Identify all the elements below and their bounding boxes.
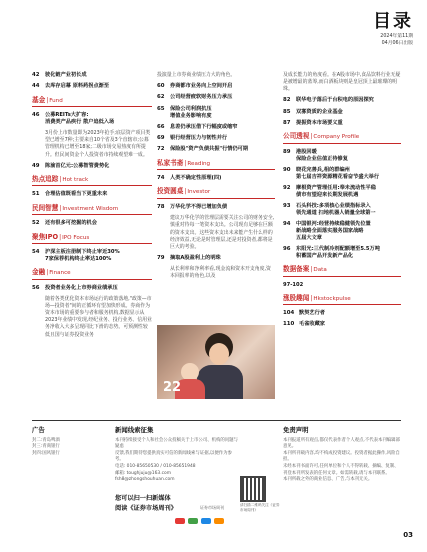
toc-entry[interactable] bbox=[32, 249, 152, 263]
section-subtitle: Data bbox=[313, 266, 327, 273]
page-range: 97-102 bbox=[283, 281, 304, 288]
header bbox=[0, 0, 427, 56]
section-separator: | bbox=[46, 96, 49, 104]
toc-entry[interactable] bbox=[283, 185, 401, 199]
section-title: 私家书斋 bbox=[157, 158, 184, 167]
ad-title: 广告 bbox=[32, 426, 45, 434]
section-title: 公司透视 bbox=[283, 132, 310, 141]
disclaimer-line: 刊登本刊所发表的任何文章。如需转载,请与本刊联系。 bbox=[283, 470, 390, 476]
section-separator: | bbox=[184, 188, 187, 196]
toc-entry[interactable] bbox=[157, 83, 275, 90]
section-separator: | bbox=[310, 265, 313, 273]
page-number: 110 bbox=[283, 321, 295, 328]
section-subtitle: Investment Wisdom bbox=[62, 205, 119, 212]
section-title: 投资圆桌 bbox=[157, 187, 184, 196]
platform-logo-icon[interactable] bbox=[201, 518, 211, 524]
page-number: 104 bbox=[283, 310, 295, 317]
section-title: 热点追踪 bbox=[32, 174, 59, 183]
disclaimer-line: 本刊所刊载内容,均不构成投资建议。投资者据此操作,风险自担。 bbox=[283, 450, 400, 463]
column-2 bbox=[157, 72, 275, 284]
toc-entry[interactable] bbox=[283, 310, 401, 317]
page-number: 60 bbox=[157, 83, 165, 90]
entry-title: 保险公司利润抗压 增值业务影响有度 bbox=[170, 105, 212, 119]
toc-entry[interactable] bbox=[32, 220, 152, 227]
page-number: 85 bbox=[283, 108, 291, 115]
column-1 bbox=[32, 72, 152, 343]
ad-block bbox=[32, 426, 82, 457]
qr-code-icon[interactable] bbox=[240, 476, 266, 502]
section-title: 涨股趣闻 bbox=[283, 293, 310, 302]
page-number: 82 bbox=[283, 97, 291, 104]
entry-title: 保险股"资产负债共振"行情仍可期 bbox=[170, 146, 249, 153]
section-subtitle: Hot track bbox=[62, 176, 89, 183]
page-number: 51 bbox=[32, 191, 40, 198]
entry-title: 双寡资质的企业基金 bbox=[296, 108, 343, 115]
toc-entry[interactable] bbox=[283, 282, 401, 289]
section-subtitle: Company Profile bbox=[313, 134, 360, 141]
platform-logo-icon[interactable] bbox=[214, 518, 224, 524]
entry-title: 东阳光:三代制冷剂配额增至5.5万吨 积蓄国产品开发新产品化 bbox=[296, 245, 380, 259]
entry-title: 人类不确定性原理(四) bbox=[170, 175, 222, 182]
page-number: 66 bbox=[157, 123, 165, 130]
section-header-investor bbox=[157, 187, 275, 199]
entry-title: 提振资本市场要义重 bbox=[296, 119, 343, 126]
section-header-hkstockpulse bbox=[283, 294, 401, 306]
section-separator: | bbox=[184, 159, 187, 167]
page-number: 46 bbox=[32, 112, 40, 119]
page-number-footer: 03 bbox=[403, 530, 413, 539]
entry-title: 默契艺行者 bbox=[299, 310, 325, 317]
entry-title: 晓花完善兵,相的群编州 第七届吉祥资源精花看奋节盛大举行 bbox=[296, 166, 380, 180]
entry-summary: 建议万华化学的管理层需要关注公司的财务安全,慎重对待每一笔资本支出。公司现有足够在巨额的资本支出。这些资本支出未来能产生什么样的经济效益,无论是时管理层,还是对投资者,都将是巨大的考验。 bbox=[170, 215, 275, 250]
news-tip-email[interactable]: 邮箱: toughjuju@163.com bbox=[115, 470, 171, 476]
page-number: 44 bbox=[32, 83, 40, 90]
section-separator: | bbox=[59, 233, 62, 241]
ad-line: 封二:青岛啤酒 bbox=[32, 437, 60, 443]
toc-entry[interactable] bbox=[283, 149, 401, 163]
qr-caption: 请扫描二维码关注《证券市场周刊》 bbox=[240, 503, 280, 512]
toc-entry[interactable] bbox=[157, 94, 275, 101]
page-number: 62 bbox=[157, 94, 165, 101]
section-separator: | bbox=[46, 269, 49, 277]
page-number: 42 bbox=[32, 72, 40, 78]
section-separator: | bbox=[310, 133, 313, 141]
section-header-reading bbox=[157, 159, 275, 171]
toc-entry[interactable] bbox=[157, 106, 275, 120]
entry-title: 去库存启幕 原料药拐点渐至 bbox=[45, 83, 110, 90]
news-tip-line: 反馈,我们期待您提供真实可信的新闻线索与证据,以便作为参考。 bbox=[115, 450, 232, 463]
entry-title: 沪深主板注册制下终止审近30% 7家保荐机构终止率达100% bbox=[45, 249, 120, 263]
disclaimer-line: 本刊所载之外的商业信息、广告,与本刊无关。 bbox=[283, 477, 373, 483]
section-title: 聚焦IPO bbox=[32, 232, 59, 241]
entry-title: 息差仍承压借下行幅度或缩窄 bbox=[170, 123, 238, 130]
toc-entry[interactable] bbox=[283, 221, 401, 242]
page-number: 54 bbox=[32, 249, 40, 256]
entry-title: 券商都市业务向上空间开启 bbox=[170, 83, 233, 90]
section-header-ipo-focus bbox=[32, 233, 152, 245]
section-subtitle: Fund bbox=[49, 97, 63, 104]
photo-face bbox=[209, 343, 229, 365]
toc-entry[interactable] bbox=[283, 97, 401, 104]
page-number: 93 bbox=[283, 202, 291, 209]
toc-entry[interactable] bbox=[283, 321, 401, 328]
section-title: 金融 bbox=[32, 268, 46, 277]
entry-title: 公司经营疲软财务压力承压 bbox=[170, 94, 233, 101]
page-number: 92 bbox=[283, 184, 291, 191]
section-header-data bbox=[283, 265, 401, 277]
section-separator: | bbox=[59, 175, 62, 183]
page-number: 52 bbox=[32, 220, 40, 227]
entry-title: 石头科技:多项核心业绩指标录入 领先通道 扫地机器人销量全球第一 bbox=[296, 202, 376, 216]
entry-title: 驶化链产业初长成 bbox=[45, 72, 87, 78]
page-number: 96 bbox=[283, 245, 291, 252]
entry-title: 万华化学不得已增加负债 bbox=[170, 204, 228, 211]
section-header-hot-track bbox=[32, 175, 152, 187]
disclaimer-line: 本刊报道所有观点,都仅代表作者个人观点,不代表本刊编辑部意见。 bbox=[283, 437, 400, 450]
ad-line: 封三:青商银行 bbox=[32, 444, 60, 450]
entry-title: 陈渝首亿元:公募智管费势化 bbox=[45, 162, 110, 169]
page-number: 89 bbox=[283, 148, 291, 155]
page-number: 74 bbox=[157, 175, 165, 182]
section-separator: | bbox=[59, 204, 62, 212]
entry-title: 银行经营压力与韧性并行 bbox=[170, 135, 228, 142]
toc-entry[interactable] bbox=[32, 83, 152, 90]
disclaimer-block bbox=[283, 426, 403, 484]
toc-entry[interactable] bbox=[157, 146, 275, 153]
toc-entry[interactable] bbox=[157, 124, 275, 131]
platform-logo-icon[interactable] bbox=[188, 518, 198, 524]
page-number: 87 bbox=[283, 119, 291, 126]
page-number: 78 bbox=[157, 204, 165, 211]
disclaimer-line: 未经本刊书面许可,任何单位和个人不得转载、摘编、复制、 bbox=[283, 464, 399, 470]
slogan-line: 您可以扫一扫新媒体 bbox=[115, 495, 171, 502]
entry-title: 中国银河:经营持续稳健领先位置 新战略全面落实服务国家战略 五届大文章 bbox=[296, 220, 371, 241]
section-title: 数据备案 bbox=[283, 264, 310, 273]
section-subtitle: Reading bbox=[187, 160, 211, 167]
toc-entry[interactable] bbox=[283, 167, 401, 181]
toc-entry[interactable] bbox=[32, 191, 152, 198]
toc-entry[interactable] bbox=[32, 72, 152, 79]
section-separator: | bbox=[310, 294, 313, 302]
new-media-slogan bbox=[115, 494, 177, 514]
section-title: 基金 bbox=[32, 95, 46, 104]
section-subtitle: IPO Focus bbox=[62, 234, 90, 241]
entry-title: 毛雀收藏家 bbox=[299, 321, 325, 328]
section-header-fund bbox=[32, 96, 152, 108]
toc-entry[interactable] bbox=[283, 203, 401, 217]
entry-summary: 随着各类优化资本市场运行的政策落地,"政策—市场—投资者"间的正循环有望加快形成。券商作为资本市场的重要参与者和服务机构,数据显示从2023年业绩中发现,经纪业务、投行业务、信用业务净收入大多呈现同比下滑的态势。可预测性较低且国与证券投资业务 bbox=[45, 296, 152, 338]
feature-photo bbox=[157, 325, 275, 399]
page-number: 79 bbox=[157, 254, 165, 261]
platform-logos bbox=[175, 518, 224, 524]
toc-entry[interactable] bbox=[157, 255, 275, 262]
news-tip-line: 本刊持续接受个人和社会公众投稿关于上市公司、机构的问题与疑虑 bbox=[115, 437, 238, 450]
page-number: 49 bbox=[32, 162, 40, 169]
issue-number: 2024年第11期 bbox=[380, 34, 413, 39]
entry-summary: 3月份上市数量即为2023年抢手;底层资产项目类型已增至7种;主要来自10个省及3个直辖市;公募管理机构已增至18家;二级市场交易热度有所提升。但民间资金个人投资者市持续观望难一成。 bbox=[45, 130, 151, 158]
section-subtitle: Hkstockpulse bbox=[313, 295, 351, 302]
wechat-account: 证券市场周刊 bbox=[200, 505, 224, 510]
column-3 bbox=[283, 72, 401, 333]
section-title: 民间智慧 bbox=[32, 203, 59, 212]
toc-entry[interactable] bbox=[283, 109, 401, 116]
toc-entry[interactable] bbox=[157, 135, 275, 142]
section-header-finance bbox=[32, 268, 152, 280]
ad-line: 封四:国风银行 bbox=[32, 450, 60, 456]
photo-page-number: 22 bbox=[163, 380, 182, 396]
toc-entry[interactable] bbox=[157, 175, 275, 182]
toc-entry[interactable] bbox=[283, 120, 401, 127]
toc-entry[interactable] bbox=[283, 246, 401, 260]
page-number: 90 bbox=[283, 166, 291, 173]
section-subtitle: Finance bbox=[49, 270, 71, 277]
news-tip-phone: 电话: 010-85650530 / 010-85651948 bbox=[115, 464, 196, 470]
entry-title: 公募REITs大扩容: 消费类产品疾行 散户追低入场 bbox=[45, 112, 115, 126]
issue-info bbox=[380, 34, 413, 47]
page-number: 69 bbox=[157, 135, 165, 142]
entry-title: 投资者业务化上市券商业绩承压 bbox=[45, 284, 118, 291]
toc-entry[interactable] bbox=[32, 112, 152, 126]
entry-title: 联华电子落后于台积电的原因探究 bbox=[296, 97, 374, 104]
continued-text: 投演量上市券商业绩压力大的角色。 bbox=[157, 72, 236, 78]
section-header-company-profile bbox=[283, 132, 401, 144]
toc-entry[interactable] bbox=[32, 163, 152, 170]
disclaimer-title: 免责声明 bbox=[283, 426, 309, 434]
page-number: 72 bbox=[157, 146, 165, 153]
news-tip-title: 新闻线索征集 bbox=[115, 426, 154, 434]
entry-title: 港股回暖 保险企业估值正待修复 bbox=[296, 148, 348, 162]
news-tip-block bbox=[115, 426, 240, 484]
page-number: 94 bbox=[283, 220, 291, 227]
news-tip-email[interactable]: fsh8@zhongshouhuan.com bbox=[115, 477, 175, 483]
entry-summary: 从长利率和净利率看,现金流和资本开支角度,资本回报率的角色,以及 bbox=[170, 266, 271, 280]
page-title: 目录 bbox=[373, 11, 413, 32]
entry-title: 还有很多可挖掘的机会 bbox=[45, 220, 97, 227]
section-subtitle: Investor bbox=[187, 189, 211, 196]
platform-logo-icon[interactable] bbox=[175, 518, 185, 524]
continued-text: 及成长能力的角度看。在A股市场中,食品饮料行业无疑是被增最的蓝筹,而白酒板块则是皇冠顶上最璀璨的明珠。 bbox=[283, 72, 401, 93]
page-number: 65 bbox=[157, 105, 165, 112]
entry-title: 摘取A股盈利上的明珠 bbox=[170, 254, 221, 261]
footer-divider bbox=[32, 420, 401, 421]
entry-title: 合理估值既看当下更重未来 bbox=[45, 191, 108, 198]
issue-date: 04月06日出版 bbox=[381, 40, 413, 46]
toc-entry[interactable] bbox=[32, 285, 152, 292]
slogan-line: 阅读《证券市场周刊》 bbox=[115, 504, 177, 512]
page-number: 56 bbox=[32, 284, 40, 291]
entry-title: 摩根资产管理任用:奉未流动性平稳 债市有望迎来长期发展机遇 bbox=[296, 184, 376, 198]
toc-entry[interactable] bbox=[157, 204, 275, 211]
section-header-investment-wisdom bbox=[32, 204, 152, 216]
qr-block bbox=[240, 476, 280, 513]
